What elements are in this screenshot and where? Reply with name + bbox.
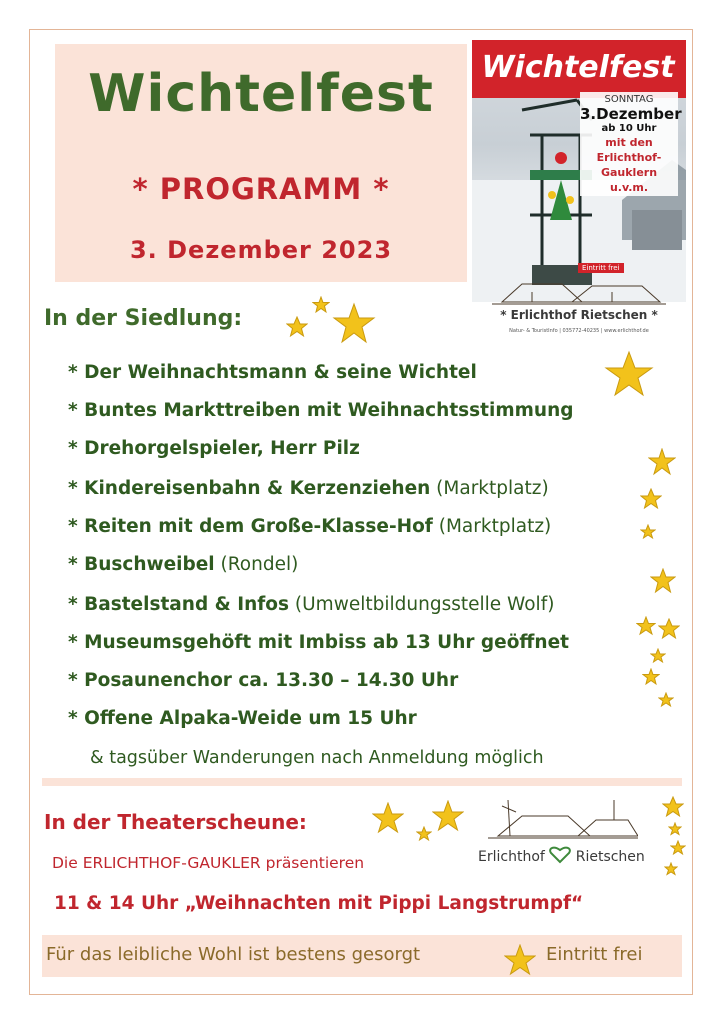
poster-date: 3.Dezember xyxy=(580,105,682,123)
title-panel xyxy=(55,44,467,282)
theater-heading: In der Theaterscheune: xyxy=(44,810,307,834)
program-item: * Posaunenchor ca. 13.30 – 14.30 Uhr xyxy=(68,670,459,691)
siedlung-heading: In der Siedlung: xyxy=(44,306,243,331)
program-heading: * PROGRAMM * xyxy=(132,172,390,206)
event-date: 3. Dezember 2023 xyxy=(129,236,393,264)
poster-extra-2: Erlichthof- xyxy=(596,151,662,164)
footer-catering: Für das leibliche Wohl ist bestens gesorgt xyxy=(46,944,421,965)
star-icon xyxy=(650,568,676,594)
star-icon xyxy=(372,802,404,834)
star-icon xyxy=(648,448,676,476)
theater-show: 11 & 14 Uhr „Weihnachten mit Pippi Langstrumpf“ xyxy=(54,893,584,914)
program-item: * Buschweibel (Rondel) xyxy=(68,554,299,575)
event-poster xyxy=(472,40,686,346)
program-item: * Offene Alpaka-Weide um 15 Uhr xyxy=(68,708,417,729)
farmhouse-logo-icon xyxy=(488,796,638,842)
poster-footer-small: Natur- & TouristInfo | 035772-40235 | www.erlichthof.de xyxy=(509,328,649,334)
star-icon xyxy=(640,488,662,510)
star-icon xyxy=(662,796,684,818)
star-icon xyxy=(332,302,376,346)
poster-badge: Eintritt frei xyxy=(578,263,624,273)
program-item: * Kindereisenbahn & Kerzenziehen (Marktplatz) xyxy=(68,478,549,499)
poster-footer: * Erlichthof Rietschen * xyxy=(500,308,658,322)
program-item: * Buntes Markttreiben mit Weihnachtsstimmung xyxy=(68,400,574,421)
program-item: * Museumsgehöft mit Imbiss ab 13 Uhr geöffnet xyxy=(68,632,569,653)
farmhouse-sketch-icon xyxy=(492,272,666,308)
star-icon xyxy=(668,822,682,836)
logo-right-text: Rietschen xyxy=(575,849,645,865)
star-icon xyxy=(664,862,678,876)
star-icon xyxy=(312,296,330,314)
program-item: * Der Weihnachtsmann & seine Wichtel xyxy=(68,362,477,383)
star-icon xyxy=(642,668,660,686)
poster-extra-3: Gauklern xyxy=(600,166,658,179)
poster-extra-1: mit den xyxy=(605,136,653,149)
star-icon xyxy=(658,692,674,708)
poster-info-box xyxy=(580,92,682,196)
star-icon xyxy=(650,648,666,664)
program-item: * Reiten mit dem Große-Klasse-Hof (Marktplatz) xyxy=(68,516,552,537)
footer-admission: Eintritt frei xyxy=(546,944,643,965)
program-subline: & tagsüber Wanderungen nach Anmeldung möglich xyxy=(90,748,544,768)
star-icon xyxy=(286,316,308,338)
poster-time: ab 10 Uhr xyxy=(601,123,657,134)
star-icon xyxy=(432,800,464,832)
logo-text xyxy=(478,846,645,865)
star-icon xyxy=(504,944,536,976)
section-divider xyxy=(42,778,682,786)
poster-day: SONNTAG xyxy=(604,94,654,105)
theater-presenter: Die ERLICHTHOF-GAUKLER präsentieren xyxy=(52,854,365,872)
star-icon xyxy=(636,616,656,636)
star-icon xyxy=(670,840,686,856)
program-item: * Drehorgelspieler, Herr Pilz xyxy=(68,438,360,459)
poster-extra-4: u.v.m. xyxy=(609,181,649,194)
program-item: * Bastelstand & Infos (Umweltbildungsstelle Wolf) xyxy=(68,594,555,615)
star-icon xyxy=(640,524,656,540)
logo-left-text: Erlichthof xyxy=(478,849,545,865)
heart-icon xyxy=(549,846,571,864)
star-icon xyxy=(604,350,654,398)
star-icon xyxy=(658,618,680,640)
poster-title: Wichtelfest xyxy=(481,50,675,85)
page-title: Wichtelfest xyxy=(88,64,434,124)
star-icon xyxy=(416,826,432,842)
